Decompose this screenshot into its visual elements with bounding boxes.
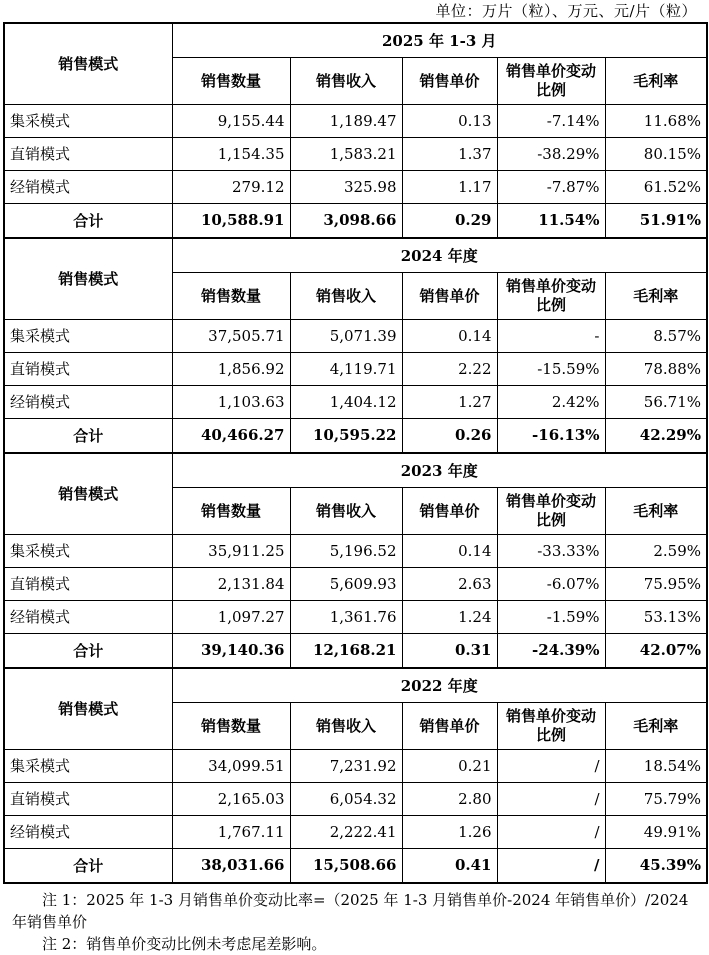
qty-cell: 1,767.11 — [172, 815, 290, 848]
change-cell: 2.42% — [497, 385, 605, 418]
total-price-cell: 0.41 — [402, 848, 497, 883]
column-header-cell: 毛利率 — [605, 487, 707, 534]
column-header-cell: 销售收入 — [290, 487, 402, 534]
total-margin-cell: 45.39% — [605, 848, 707, 883]
mode-label: 直销模式 — [4, 352, 172, 385]
table-row — [4, 170, 707, 203]
change-cell: - — [497, 319, 605, 352]
total-rev-cell: 10,595.22 — [290, 418, 402, 453]
price-cell: 1.26 — [402, 815, 497, 848]
qty-cell: 279.12 — [172, 170, 290, 203]
rev-cell: 6,054.32 — [290, 782, 402, 815]
column-header-cell: 毛利率 — [605, 702, 707, 749]
margin-cell: 56.71% — [605, 385, 707, 418]
total-row — [4, 418, 707, 453]
change-cell: -7.87% — [497, 170, 605, 203]
change-cell: -6.07% — [497, 567, 605, 600]
table-row — [4, 104, 707, 137]
margin-cell: 2.59% — [605, 534, 707, 567]
qty-cell: 2,165.03 — [172, 782, 290, 815]
margin-cell: 53.13% — [605, 600, 707, 633]
table-row — [4, 600, 707, 633]
mode-label: 直销模式 — [4, 567, 172, 600]
total-change-cell: 11.54% — [497, 203, 605, 238]
price-cell: 1.17 — [402, 170, 497, 203]
price-cell: 2.63 — [402, 567, 497, 600]
total-label: 合计 — [4, 848, 172, 883]
period-header-cell: 2022 年度 — [172, 668, 707, 702]
total-change-cell: / — [497, 848, 605, 883]
mode-label: 集采模式 — [4, 104, 172, 137]
mode-header-cell: 销售模式 — [4, 238, 172, 319]
mode-label: 直销模式 — [4, 782, 172, 815]
column-header-cell: 销售数量 — [172, 272, 290, 319]
footnote-2: 注 2：销售单价变动比例未考虑尾差影响。 — [42, 935, 327, 953]
margin-cell: 8.57% — [605, 319, 707, 352]
mode-header-cell: 销售模式 — [4, 668, 172, 749]
rev-cell: 5,609.93 — [290, 567, 402, 600]
mode-label: 经销模式 — [4, 385, 172, 418]
table-row — [4, 319, 707, 352]
table-row — [4, 749, 707, 782]
period-header-cell: 2024 年度 — [172, 238, 707, 272]
column-header-cell: 销售数量 — [172, 702, 290, 749]
total-change-cell: -16.13% — [497, 418, 605, 453]
margin-cell: 11.68% — [605, 104, 707, 137]
change-cell: -38.29% — [497, 137, 605, 170]
total-label: 合计 — [4, 418, 172, 453]
mode-label: 集采模式 — [4, 534, 172, 567]
rev-cell: 5,071.39 — [290, 319, 402, 352]
column-header-cell: 销售单价变动比例 — [497, 57, 605, 104]
change-cell: / — [497, 815, 605, 848]
qty-cell: 34,099.51 — [172, 749, 290, 782]
rev-cell: 325.98 — [290, 170, 402, 203]
price-cell: 2.80 — [402, 782, 497, 815]
total-rev-cell: 3,098.66 — [290, 203, 402, 238]
price-cell: 2.22 — [402, 352, 497, 385]
total-row — [4, 848, 707, 883]
total-price-cell: 0.26 — [402, 418, 497, 453]
rev-cell: 7,231.92 — [290, 749, 402, 782]
rev-cell: 1,404.12 — [290, 385, 402, 418]
footnote-1: 注 1：2025 年 1-3 月销售单价变动比率=（2025 年 1-3 月销售单价-2024 年销售单价）/2024 年销售单价 — [12, 891, 689, 931]
total-price-cell: 0.29 — [402, 203, 497, 238]
mode-header-cell: 销售模式 — [4, 23, 172, 104]
margin-cell: 75.95% — [605, 567, 707, 600]
mode-label: 经销模式 — [4, 170, 172, 203]
price-cell: 0.21 — [402, 749, 497, 782]
total-price-cell: 0.31 — [402, 633, 497, 668]
column-header-cell: 销售单价变动比例 — [497, 702, 605, 749]
total-qty-cell: 40,466.27 — [172, 418, 290, 453]
total-rev-cell: 15,508.66 — [290, 848, 402, 883]
mode-header-cell: 销售模式 — [4, 453, 172, 534]
qty-cell: 9,155.44 — [172, 104, 290, 137]
column-header-cell: 销售单价 — [402, 487, 497, 534]
qty-cell: 37,505.71 — [172, 319, 290, 352]
margin-cell: 18.54% — [605, 749, 707, 782]
qty-cell: 1,856.92 — [172, 352, 290, 385]
table-row — [4, 567, 707, 600]
footnotes — [12, 889, 704, 955]
period-row — [4, 668, 707, 702]
period-row — [4, 238, 707, 272]
period-header-cell: 2025 年 1-3 月 — [172, 23, 707, 57]
period-row — [4, 23, 707, 57]
mode-label: 经销模式 — [4, 815, 172, 848]
column-header-cell: 毛利率 — [605, 272, 707, 319]
sales-mode-table — [3, 22, 708, 884]
rev-cell: 1,583.21 — [290, 137, 402, 170]
total-qty-cell: 39,140.36 — [172, 633, 290, 668]
qty-cell: 2,131.84 — [172, 567, 290, 600]
qty-cell: 1,154.35 — [172, 137, 290, 170]
table-row — [4, 782, 707, 815]
column-header-cell: 销售收入 — [290, 272, 402, 319]
price-cell: 0.13 — [402, 104, 497, 137]
column-header-cell: 销售单价 — [402, 57, 497, 104]
price-cell: 1.24 — [402, 600, 497, 633]
margin-cell: 78.88% — [605, 352, 707, 385]
price-cell: 0.14 — [402, 319, 497, 352]
column-header-cell: 销售收入 — [290, 702, 402, 749]
margin-cell: 75.79% — [605, 782, 707, 815]
qty-cell: 1,103.63 — [172, 385, 290, 418]
rev-cell: 5,196.52 — [290, 534, 402, 567]
column-header-cell: 销售数量 — [172, 57, 290, 104]
table-row — [4, 815, 707, 848]
total-rev-cell: 12,168.21 — [290, 633, 402, 668]
total-margin-cell: 42.29% — [605, 418, 707, 453]
column-header-cell: 销售单价变动比例 — [497, 487, 605, 534]
table-row — [4, 385, 707, 418]
mode-label: 直销模式 — [4, 137, 172, 170]
price-cell: 0.14 — [402, 534, 497, 567]
mode-label: 经销模式 — [4, 600, 172, 633]
change-cell: -15.59% — [497, 352, 605, 385]
mode-label: 集采模式 — [4, 749, 172, 782]
margin-cell: 80.15% — [605, 137, 707, 170]
change-cell: -1.59% — [497, 600, 605, 633]
total-margin-cell: 42.07% — [605, 633, 707, 668]
change-cell: -33.33% — [497, 534, 605, 567]
column-header-cell: 毛利率 — [605, 57, 707, 104]
change-cell: -7.14% — [497, 104, 605, 137]
qty-cell: 1,097.27 — [172, 600, 290, 633]
qty-cell: 35,911.25 — [172, 534, 290, 567]
table-row — [4, 137, 707, 170]
rev-cell: 1,361.76 — [290, 600, 402, 633]
rev-cell: 4,119.71 — [290, 352, 402, 385]
column-header-cell: 销售单价 — [402, 272, 497, 319]
change-cell: / — [497, 782, 605, 815]
total-qty-cell: 10,588.91 — [172, 203, 290, 238]
margin-cell: 49.91% — [605, 815, 707, 848]
mode-label: 集采模式 — [4, 319, 172, 352]
total-margin-cell: 51.91% — [605, 203, 707, 238]
total-qty-cell: 38,031.66 — [172, 848, 290, 883]
table-row — [4, 534, 707, 567]
change-cell: / — [497, 749, 605, 782]
total-row — [4, 203, 707, 238]
table-row — [4, 352, 707, 385]
total-change-cell: -24.39% — [497, 633, 605, 668]
period-row — [4, 453, 707, 487]
margin-cell: 61.52% — [605, 170, 707, 203]
unit-note: 单位：万片（粒）、万元、元/片（粒） — [435, 2, 697, 20]
rev-cell: 1,189.47 — [290, 104, 402, 137]
rev-cell: 2,222.41 — [290, 815, 402, 848]
column-header-cell: 销售数量 — [172, 487, 290, 534]
total-label: 合计 — [4, 633, 172, 668]
column-header-cell: 销售单价 — [402, 702, 497, 749]
period-header-cell: 2023 年度 — [172, 453, 707, 487]
total-row — [4, 633, 707, 668]
price-cell: 1.37 — [402, 137, 497, 170]
column-header-cell: 销售收入 — [290, 57, 402, 104]
price-cell: 1.27 — [402, 385, 497, 418]
column-header-cell: 销售单价变动比例 — [497, 272, 605, 319]
total-label: 合计 — [4, 203, 172, 238]
